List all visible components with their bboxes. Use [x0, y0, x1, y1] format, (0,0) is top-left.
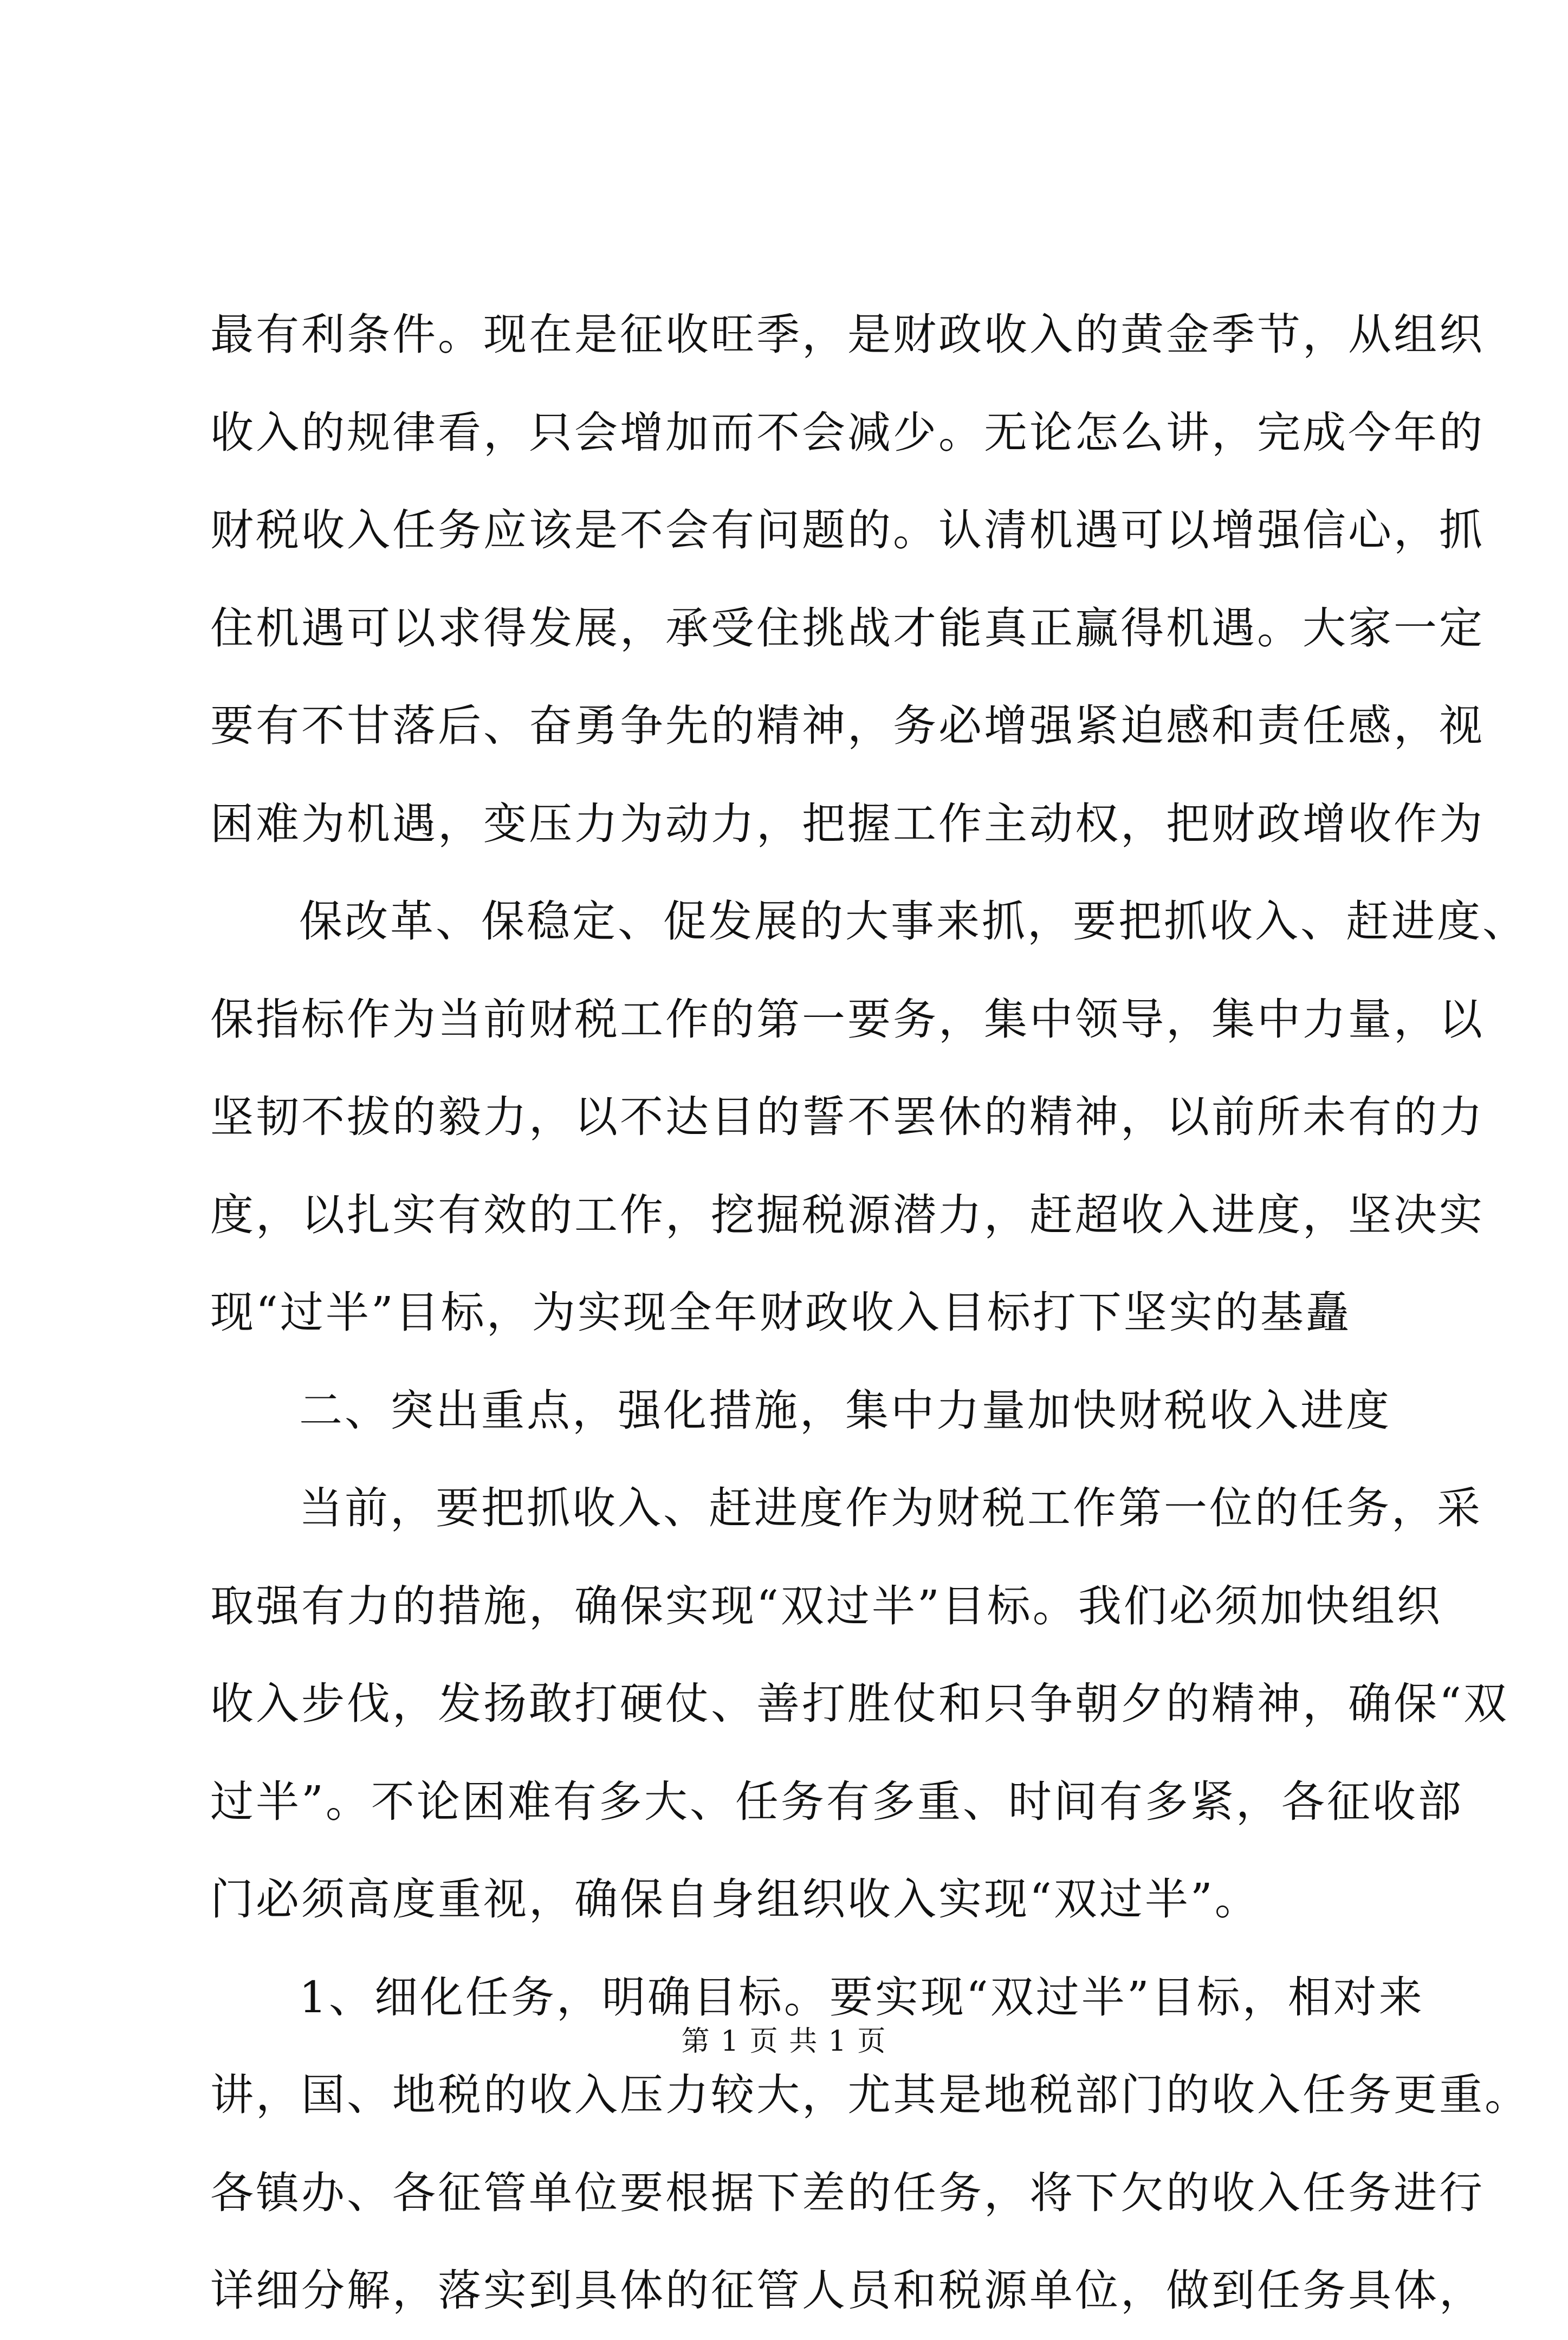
text-line: 收入的规律看，只会增加而不会减少。无论怎么讲，完成今年的	[210, 407, 1485, 458]
page-number-footer: 第 1 页 共 1 页	[681, 2025, 887, 2058]
text-line: 住机遇可以求得发展，承受住挑战才能真正赢得机遇。大家一定	[210, 602, 1485, 653]
paragraph-start-line: 当前，要把抓收入、赶进度作为财税工作第一位的任务，采	[299, 1483, 1482, 1533]
text-line: 现“过半”目标，为实现全年财政收入目标打下坚实的基矗	[210, 1287, 1351, 1338]
text-line: 要有不甘落后、奋勇争先的精神，务必增强紧迫感和责任感，视	[210, 701, 1485, 751]
paragraph-start-line: 保改革、保稳定、促发展的大事来抓，要把抓收入、赶进度、	[299, 896, 1528, 947]
text-line: 讲，国、地税的收入压力较大，尤其是地税部门的收入任务更重。	[210, 2070, 1530, 2120]
paragraph-start-line: 1、细化任务，明确目标。要实现“双过半”目标，相对来	[299, 1972, 1424, 2023]
text-line: 最有利条件。现在是征收旺季，是财政收入的黄金季节，从组织	[210, 309, 1485, 360]
text-line: 门必须高度重视，确保自身组织收入实现“双过半”。	[210, 1874, 1260, 1924]
section-heading: 二、突出重点，强化措施，集中力量加快财税收入进度	[299, 1385, 1391, 1436]
text-line: 过半”。不论困难有多大、任务有多重、时间有多紧，各征收部	[210, 1776, 1463, 1827]
text-line: 保指标作为当前财税工作的第一要务，集中领导，集中力量，以	[210, 994, 1485, 1045]
text-line: 各镇办、各征管单位要根据下差的任务，将下欠的收入任务进行	[210, 2167, 1485, 2218]
text-line: 度，以扎实有效的工作，挖掘税源潜力，赶超收入进度，坚决实	[210, 1189, 1485, 1240]
text-line: 收入步伐，发扬敢打硬仗、善打胜仗和只争朝夕的精神，确保“双	[210, 1678, 1509, 1729]
text-line: 坚韧不拔的毅力，以不达目的誓不罢休的精神，以前所未有的力	[210, 1092, 1485, 1142]
text-line: 困难为机遇，变压力为动力，把握工作主动权，把财政增收作为	[210, 798, 1485, 849]
text-line: 财税收入任务应该是不会有问题的。认清机遇可以增强信心，抓	[210, 505, 1485, 555]
text-line: 详细分解，落实到具体的征管人员和税源单位，做到任务具体，	[210, 2265, 1485, 2316]
text-line: 取强有力的措施，确保实现“双过半”目标。我们必须加快组织	[210, 1580, 1442, 1631]
